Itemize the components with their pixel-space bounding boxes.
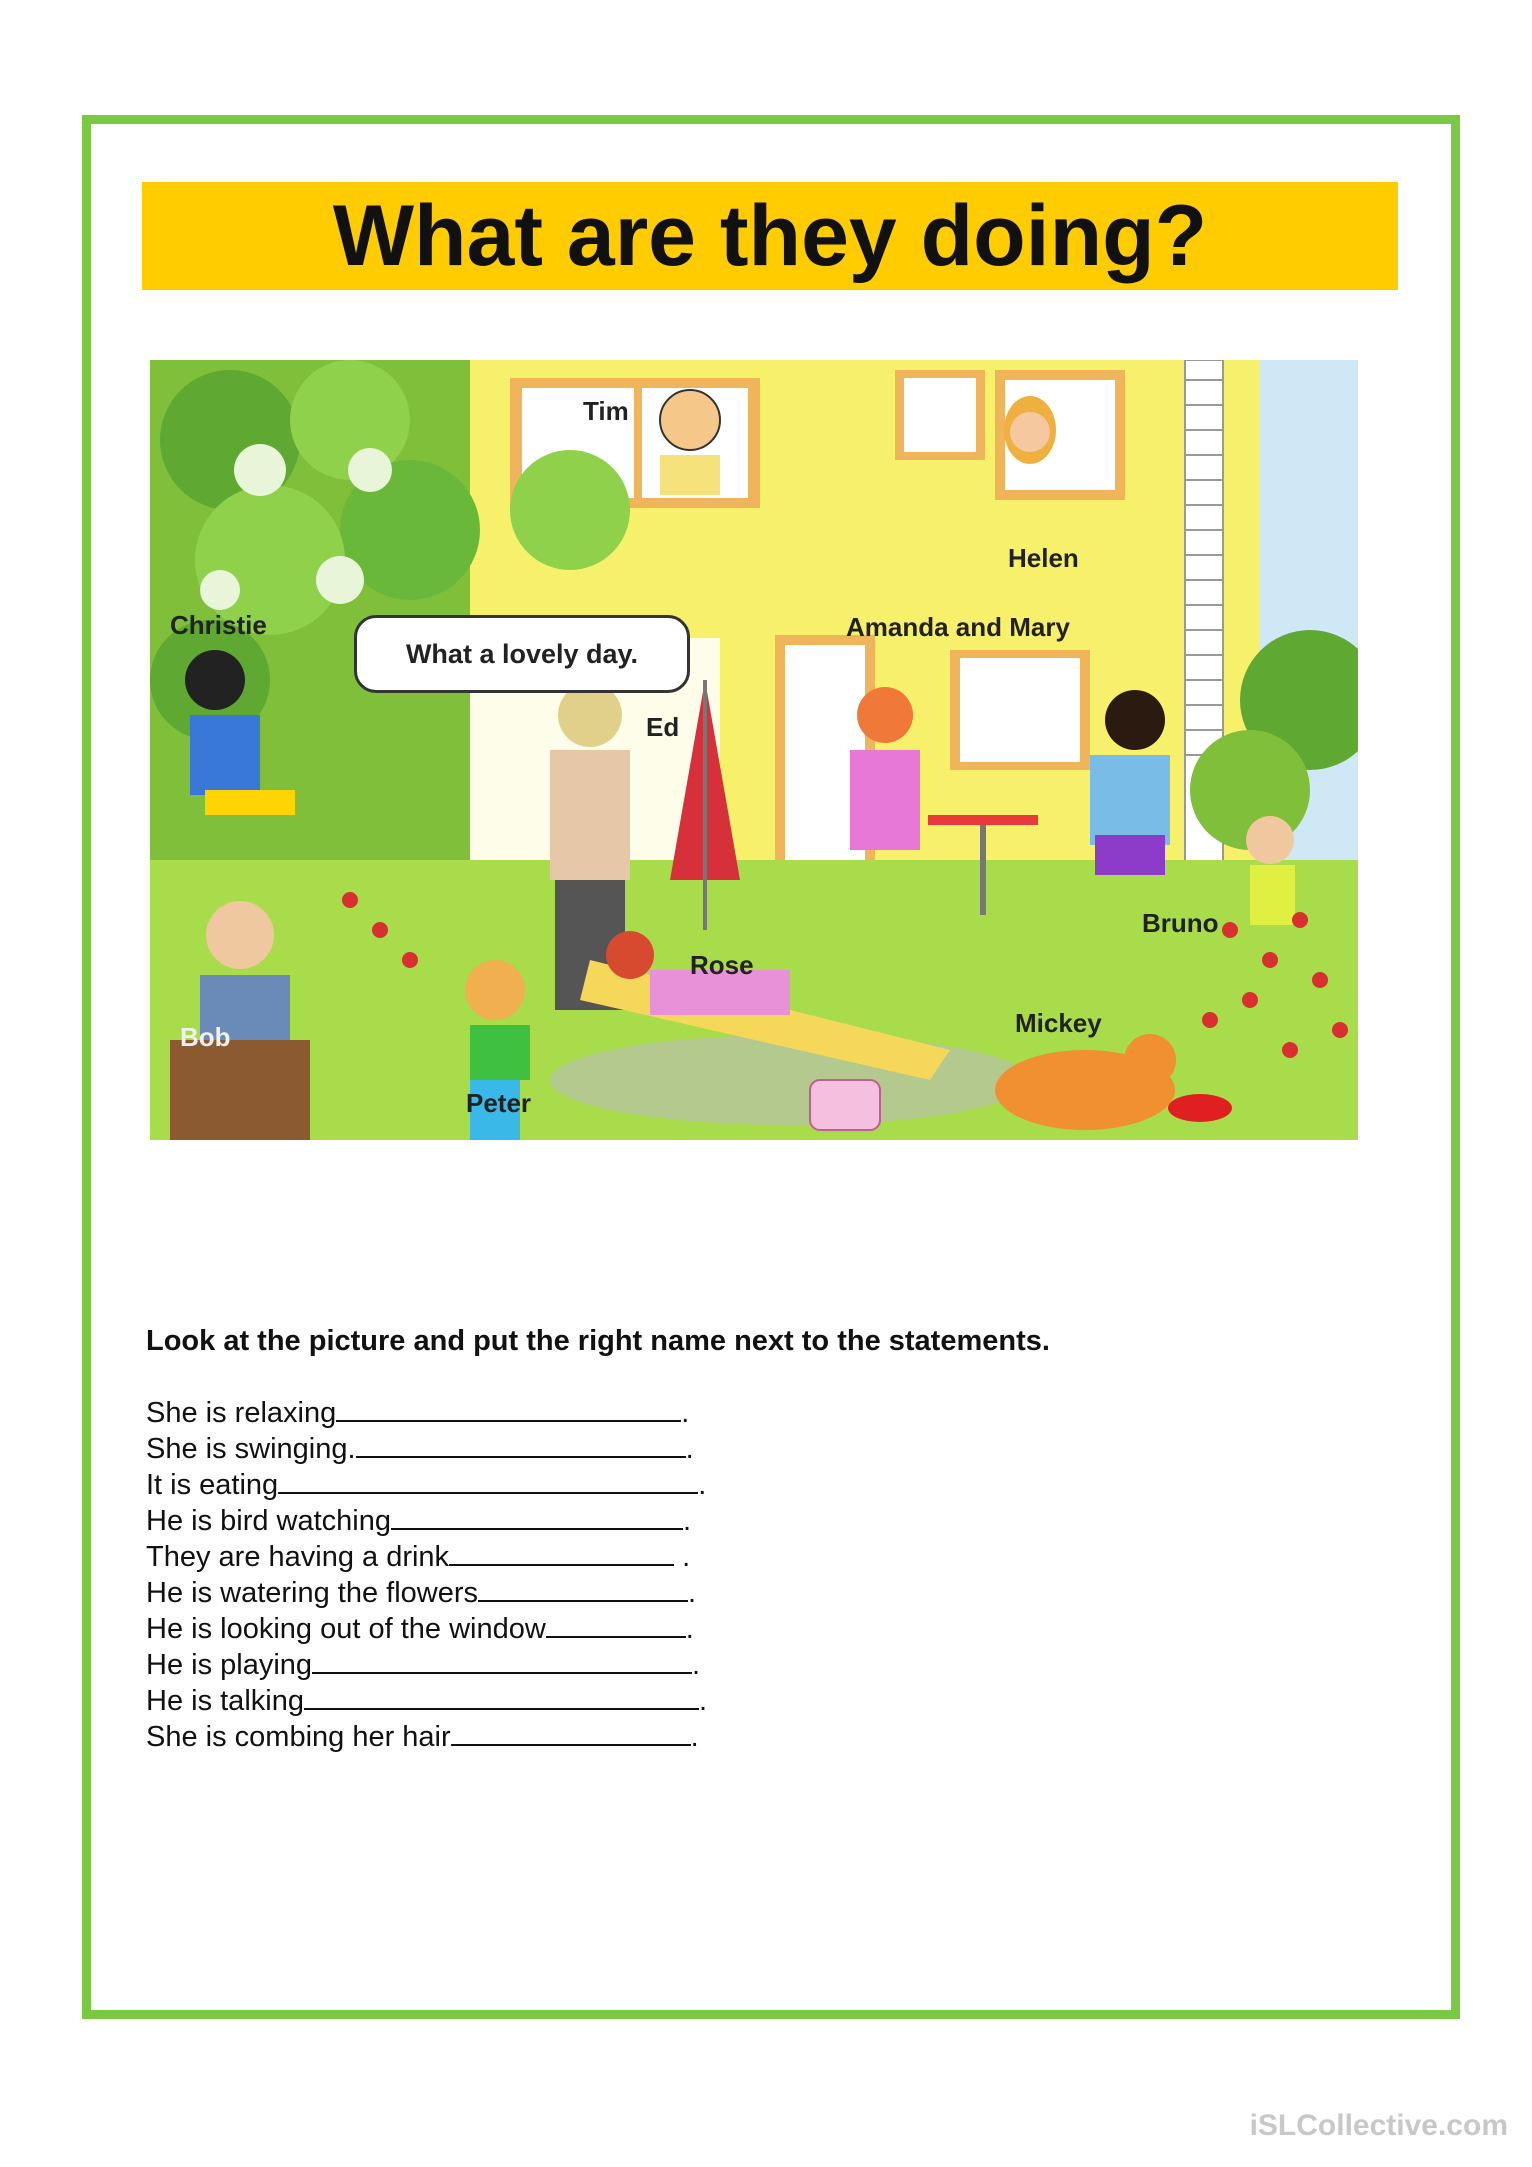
statement-item: She is swinging. . [146,1428,707,1464]
label-rose: Rose [690,950,754,980]
label-bruno: Bruno [1142,908,1219,938]
label-bob: Bob [180,1022,231,1052]
garden-scene-illustration [150,360,1358,1140]
statement-item: He is watering the flowers . [146,1572,707,1608]
statement-item: She is relaxing . [146,1392,707,1428]
statement-text: He is bird watching [146,1505,391,1537]
statement-text: He is watering the flowers [146,1577,479,1609]
label-helen: Helen [1008,543,1079,573]
statement-text: It is eating [146,1469,279,1501]
label-peter: Peter [466,1088,532,1118]
answer-blank[interactable] [278,1464,698,1494]
statement-item: They are having a drink . [146,1536,707,1572]
answer-blank[interactable] [478,1572,688,1602]
answer-blank[interactable] [304,1680,699,1710]
label-amanda-mary: Amanda and Mary [846,612,1070,642]
statement-item: He is playing . [146,1644,707,1680]
statement-text: She is relaxing [146,1397,337,1429]
label-mickey: Mickey [1015,1008,1102,1038]
statement-item: He is looking out of the window . [146,1608,707,1644]
statement-list [146,1392,707,1752]
statement-text: He is playing [146,1649,313,1681]
statement-text: They are having a drink [146,1541,450,1573]
answer-blank[interactable] [449,1536,674,1566]
instruction: Look at the picture and put the right name next to the statements. [146,1325,1050,1357]
statement-item: It is eating . [146,1464,707,1500]
title-banner [142,182,1398,290]
statement-text: He is looking out of the window [146,1613,546,1645]
answer-blank[interactable] [451,1716,691,1746]
statement-text: She is swinging. [146,1433,356,1465]
answer-blank[interactable] [356,1428,686,1458]
garden-picture [150,360,1358,1140]
label-tim: Tim [583,396,629,426]
answer-blank[interactable] [312,1644,692,1674]
label-christie: Christie [170,610,267,640]
statement-item: He is bird watching . [146,1500,707,1536]
statement-item: She is combing her hair . [146,1716,707,1752]
speech-bubble: What a lovely day. [354,615,690,693]
answer-blank[interactable] [546,1608,686,1638]
label-ed: Ed [646,712,680,742]
statement-text: She is combing her hair [146,1721,451,1753]
answer-blank[interactable] [391,1500,683,1530]
statement-item: He is talking . [146,1680,707,1716]
statement-text: He is talking [146,1685,304,1717]
footer-watermark[interactable]: iSLCollective.com [1249,2109,1508,2142]
page-title: What are they doing? [332,187,1208,284]
answer-blank[interactable] [336,1392,681,1422]
